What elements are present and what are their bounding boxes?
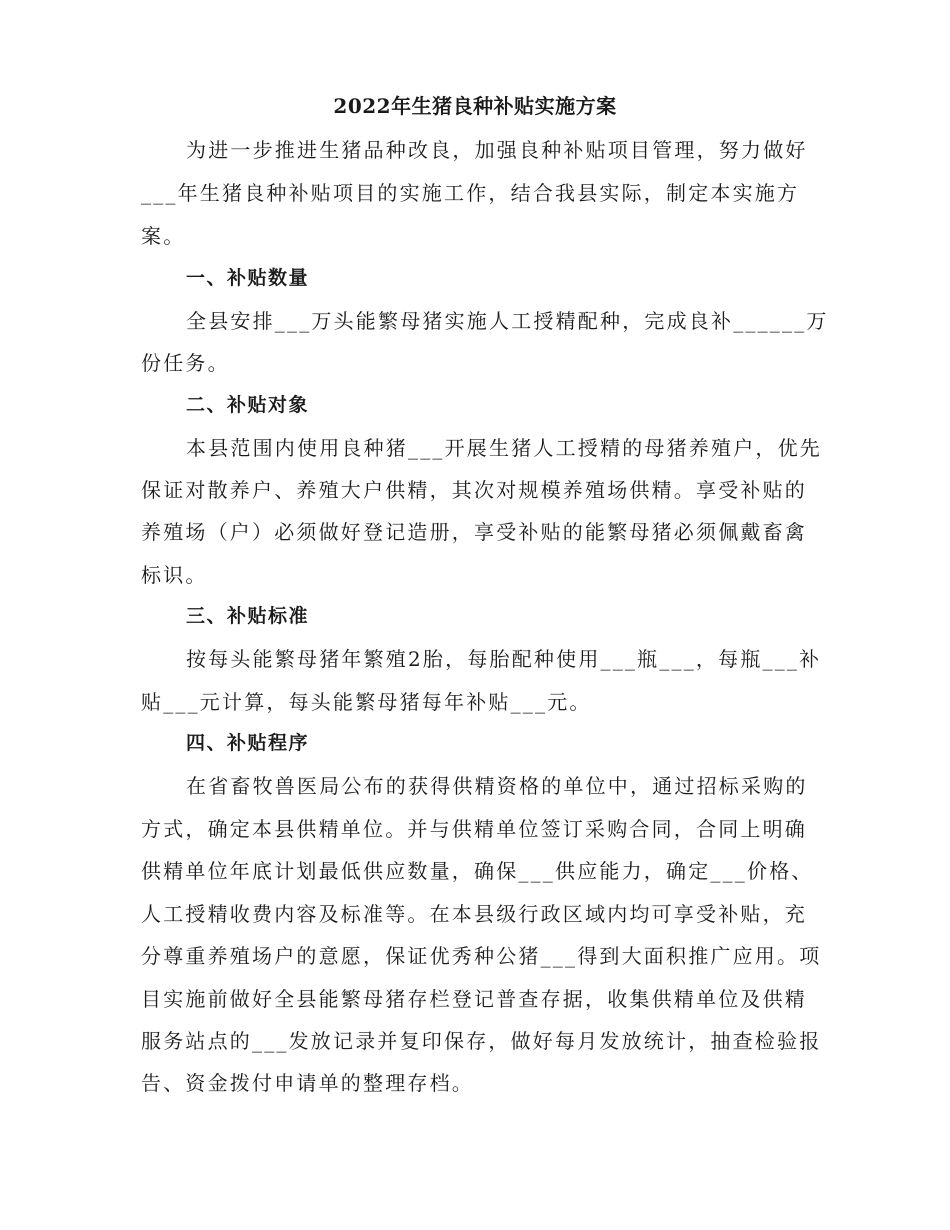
section-2-heading: 二、补贴对象: [186, 394, 310, 416]
section-1-line-1: 全县安排___万头能繁母猪实施人工授精配种，完成良补______万: [186, 309, 829, 333]
section-2-line-1: 本县范围内使用良种猪___开展生猪人工授精的母猪养殖户，优先: [186, 436, 822, 460]
section-2-line-4: 标识。: [141, 563, 208, 587]
section-3-line-2: 贴___元计算，每头能繁母猪每年补贴___元。: [141, 690, 592, 714]
document-title: 2022年生猪良种补贴实施方案: [333, 94, 617, 118]
section-4-line-7: 服务站点的___发放记录并复印保存，做好每月发放统计，抽查检验报: [141, 1029, 822, 1053]
section-4-line-8: 告、资金拨付申请单的整理存档。: [141, 1071, 474, 1095]
intro-line-2: ___年生猪良种补贴项目的实施工作，结合我县实际，制定本实施方: [141, 181, 800, 205]
section-3-line-1: 按每头能繁母猪年繁殖2胎，每胎配种使用___瓶___，每瓶___补: [186, 647, 822, 671]
section-1-heading: 一、补贴数量: [186, 267, 310, 289]
section-4-line-4: 人工授精收费内容及标准等。在本县级行政区域内均可享受补贴，充: [141, 902, 807, 926]
section-4-line-6: 目实施前做好全县能繁母猪存栏登记普查存据，收集供精单位及供精: [141, 987, 807, 1011]
section-2-line-2: 保证对散养户、养殖大户供精，其次对规模养殖场供精。享受补贴的: [141, 478, 807, 502]
intro-line-1: 为进一步推进生猪品种改良，加强良种补贴项目管理，努力做好: [186, 138, 808, 162]
section-4-line-1: 在省畜牧兽医局公布的获得供精资格的单位中，通过招标采购的: [186, 774, 808, 798]
section-2-line-3: 养殖场（户）必须做好登记造册，享受补贴的能繁母猪必须佩戴畜禽: [141, 520, 807, 544]
section-3-heading: 三、补贴标准: [186, 605, 310, 627]
intro-line-3: 案。: [141, 224, 186, 248]
section-1-line-2: 份任务。: [141, 351, 230, 375]
section-4-heading: 四、补贴程序: [186, 732, 310, 754]
section-4-line-3: 供精单位年底计划最低供应数量，确保___供应能力，确定___价格、: [141, 859, 814, 883]
section-4-line-5: 分尊重养殖场户的意愿，保证优秀种公猪___得到大面积推广应用。项: [141, 944, 822, 968]
section-4-line-2: 方式，确定本县供精单位。并与供精单位签订采购合同，合同上明确: [141, 817, 807, 841]
